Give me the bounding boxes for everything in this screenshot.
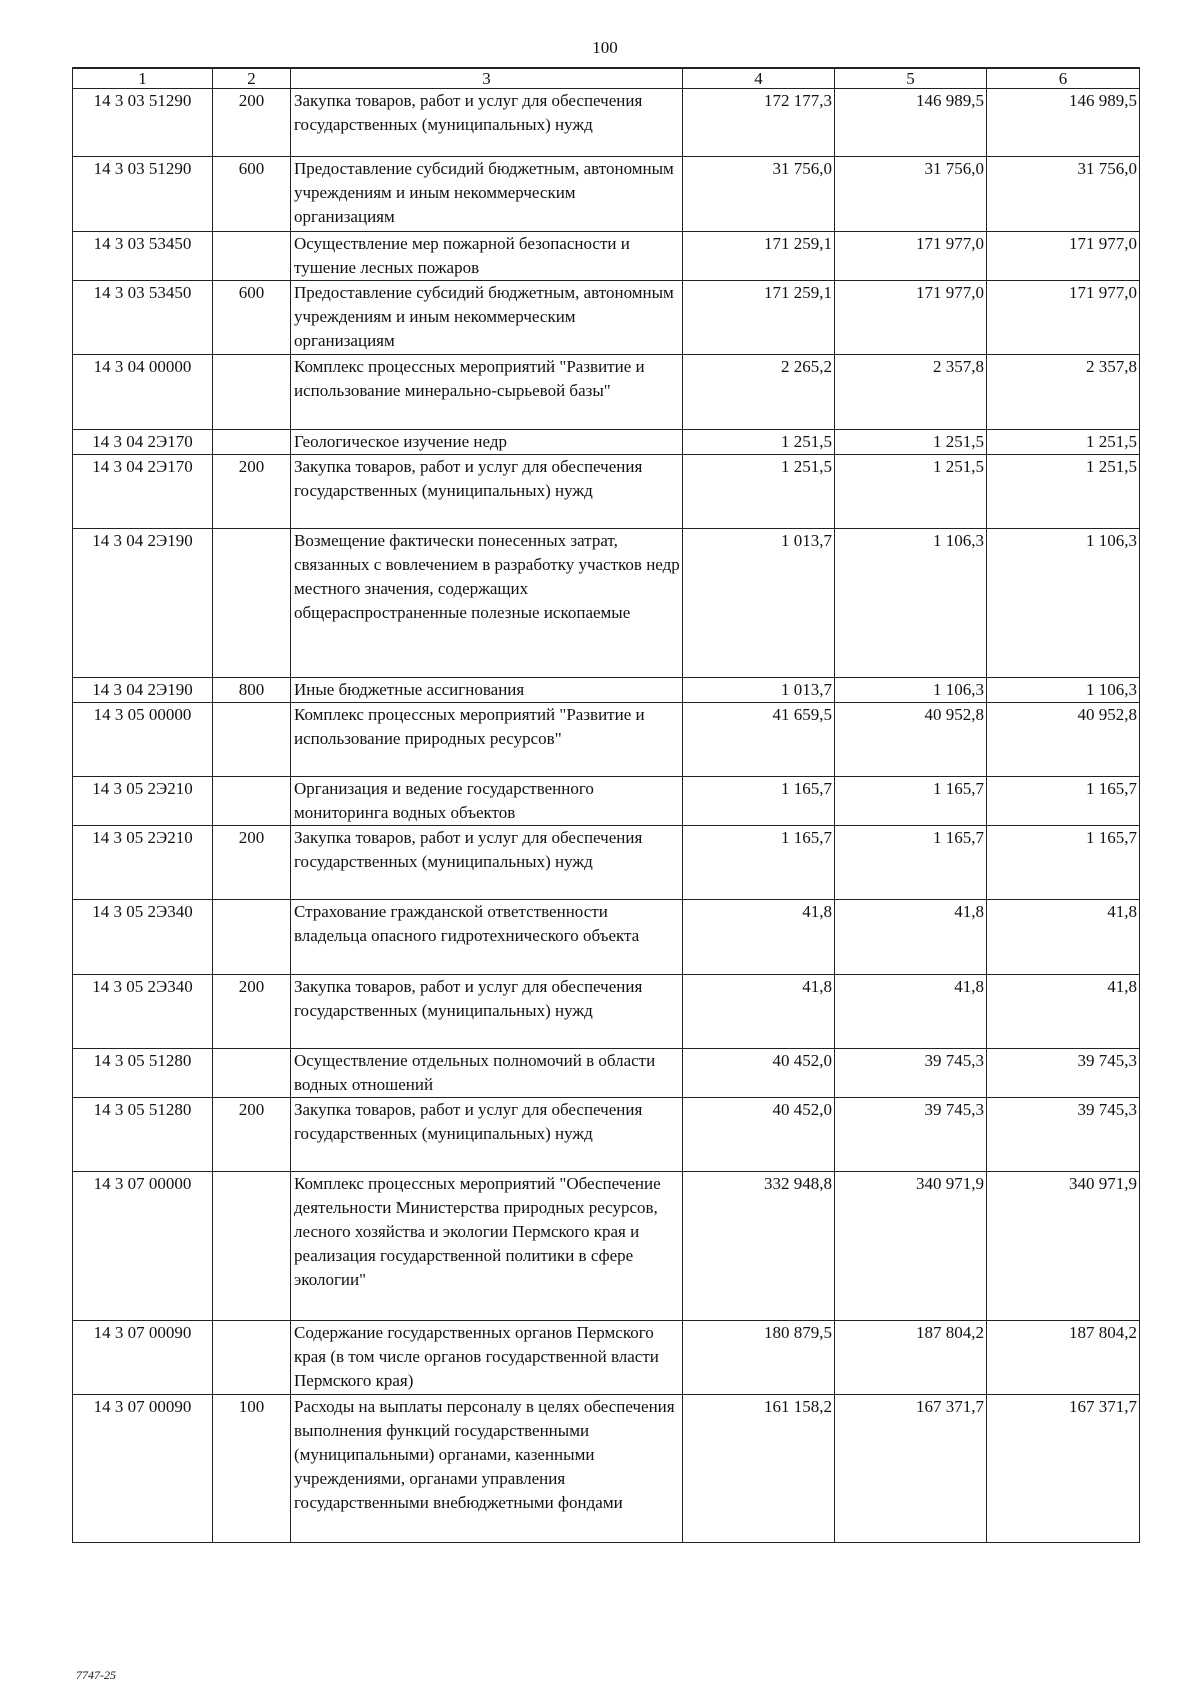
table-row (73, 975, 1140, 1049)
amount-cell: 40 452,0 (683, 1049, 835, 1098)
expense-type-cell: 100 (213, 1395, 291, 1543)
table-row (73, 89, 1140, 157)
amount-cell: 2 265,2 (683, 355, 835, 430)
expense-type-cell: 600 (213, 281, 291, 355)
name-cell: Иные бюджетные ассигнования (291, 678, 683, 703)
amount-cell: 171 259,1 (683, 232, 835, 281)
name-cell: Предоставление субсидий бюджетным, автономным учреждениям и иным некоммерческим организациям (291, 281, 683, 355)
name-cell: Осуществление мер пожарной безопасности и тушение лесных пожаров (291, 232, 683, 281)
table-row (73, 900, 1140, 975)
code-cell: 14 3 05 51280 (73, 1049, 213, 1098)
amount-cell: 180 879,5 (683, 1321, 835, 1395)
column-header: 2 (213, 68, 291, 89)
amount-cell: 1 106,3 (987, 529, 1140, 678)
table-row (73, 281, 1140, 355)
amount-cell: 41,8 (683, 900, 835, 975)
amount-cell: 1 013,7 (683, 529, 835, 678)
expense-type-cell: 200 (213, 1098, 291, 1172)
amount-cell: 171 977,0 (835, 232, 987, 281)
name-cell: Комплекс процессных мероприятий "Обеспечение деятельности Министерства природных ресурсов, лесного хозяйства и экологии Пермского края и реализация государственной политики в сфере экологии" (291, 1172, 683, 1321)
amount-cell: 41,8 (987, 900, 1140, 975)
name-cell: Организация и ведение государственного мониторинга водных объектов (291, 777, 683, 826)
amount-cell: 332 948,8 (683, 1172, 835, 1321)
code-cell: 14 3 07 00000 (73, 1172, 213, 1321)
table-row (73, 157, 1140, 232)
amount-cell: 39 745,3 (987, 1049, 1140, 1098)
amount-cell: 1 165,7 (987, 826, 1140, 900)
code-cell: 14 3 05 2Э340 (73, 975, 213, 1049)
expense-type-cell: 200 (213, 975, 291, 1049)
expense-type-cell (213, 1172, 291, 1321)
amount-cell: 1 251,5 (683, 455, 835, 529)
amount-cell: 187 804,2 (835, 1321, 987, 1395)
name-cell: Предоставление субсидий бюджетным, автономным учреждениям и иным некоммерческим организациям (291, 157, 683, 232)
code-cell: 14 3 04 2Э190 (73, 678, 213, 703)
amount-cell: 31 756,0 (835, 157, 987, 232)
amount-cell: 39 745,3 (835, 1049, 987, 1098)
amount-cell: 161 158,2 (683, 1395, 835, 1543)
amount-cell: 171 259,1 (683, 281, 835, 355)
expense-type-cell: 200 (213, 455, 291, 529)
amount-cell: 1 251,5 (987, 455, 1140, 529)
header-row (73, 68, 1140, 89)
expense-type-cell (213, 1321, 291, 1395)
amount-cell: 31 756,0 (987, 157, 1140, 232)
expense-type-cell (213, 430, 291, 455)
amount-cell: 1 251,5 (835, 455, 987, 529)
expense-type-cell: 200 (213, 89, 291, 157)
amount-cell: 41,8 (835, 900, 987, 975)
amount-cell: 1 165,7 (835, 826, 987, 900)
page-number: 100 (592, 38, 618, 57)
code-cell: 14 3 03 51290 (73, 157, 213, 232)
amount-cell: 1 251,5 (987, 430, 1140, 455)
amount-cell: 40 952,8 (835, 703, 987, 777)
table-row (73, 355, 1140, 430)
code-cell: 14 3 03 53450 (73, 232, 213, 281)
amount-cell: 171 977,0 (987, 281, 1140, 355)
table-row (73, 430, 1140, 455)
amount-cell: 1 251,5 (835, 430, 987, 455)
amount-cell: 40 452,0 (683, 1098, 835, 1172)
amount-cell: 39 745,3 (987, 1098, 1140, 1172)
name-cell: Страхование гражданской ответственности владельца опасного гидротехнического объекта (291, 900, 683, 975)
expense-type-cell: 800 (213, 678, 291, 703)
code-cell: 14 3 05 00000 (73, 703, 213, 777)
amount-cell: 1 165,7 (683, 777, 835, 826)
table-row (73, 678, 1140, 703)
name-cell: Закупка товаров, работ и услуг для обеспечения государственных (муниципальных) нужд (291, 455, 683, 529)
column-header: 1 (73, 68, 213, 89)
name-cell: Геологическое изучение недр (291, 430, 683, 455)
expense-type-cell: 600 (213, 157, 291, 232)
name-cell: Комплекс процессных мероприятий "Развитие и использование природных ресурсов" (291, 703, 683, 777)
name-cell: Содержание государственных органов Пермского края (в том числе органов государственной власти Пермского края) (291, 1321, 683, 1395)
table-row (73, 1049, 1140, 1098)
name-cell: Закупка товаров, работ и услуг для обеспечения государственных (муниципальных) нужд (291, 826, 683, 900)
name-cell: Возмещение фактически понесенных затрат, связанных с вовлечением в разработку участков недр местного значения, содержащих общераспространенные полезные ископаемые (291, 529, 683, 678)
code-cell: 14 3 07 00090 (73, 1321, 213, 1395)
budget-table (72, 67, 1140, 1543)
table-row (73, 529, 1140, 678)
code-cell: 14 3 05 2Э210 (73, 777, 213, 826)
amount-cell: 1 251,5 (683, 430, 835, 455)
amount-cell: 31 756,0 (683, 157, 835, 232)
amount-cell: 171 977,0 (835, 281, 987, 355)
amount-cell: 1 106,3 (835, 529, 987, 678)
amount-cell: 1 106,3 (987, 678, 1140, 703)
amount-cell: 40 952,8 (987, 703, 1140, 777)
table-row (73, 1321, 1140, 1395)
expense-type-cell (213, 900, 291, 975)
amount-cell: 340 971,9 (987, 1172, 1140, 1321)
document-code: 7747-25 (76, 1668, 116, 1682)
name-cell: Расходы на выплаты персоналу в целях обеспечения выполнения функций государственными (муниципальными) органами, казенными учреждениями, органами управления государственными внебюджетными фондами (291, 1395, 683, 1543)
code-cell: 14 3 05 2Э210 (73, 826, 213, 900)
expense-type-cell (213, 232, 291, 281)
name-cell: Закупка товаров, работ и услуг для обеспечения государственных (муниципальных) нужд (291, 89, 683, 157)
amount-cell: 41,8 (987, 975, 1140, 1049)
amount-cell: 39 745,3 (835, 1098, 987, 1172)
amount-cell: 41,8 (683, 975, 835, 1049)
table-row (73, 232, 1140, 281)
column-header: 3 (291, 68, 683, 89)
expense-type-cell (213, 355, 291, 430)
code-cell: 14 3 04 2Э190 (73, 529, 213, 678)
code-cell: 14 3 05 51280 (73, 1098, 213, 1172)
amount-cell: 41 659,5 (683, 703, 835, 777)
amount-cell: 2 357,8 (835, 355, 987, 430)
expense-type-cell (213, 1049, 291, 1098)
expense-type-cell (213, 703, 291, 777)
code-cell: 14 3 04 2Э170 (73, 430, 213, 455)
amount-cell: 2 357,8 (987, 355, 1140, 430)
table-row (73, 777, 1140, 826)
amount-cell: 1 013,7 (683, 678, 835, 703)
table-row (73, 1098, 1140, 1172)
amount-cell: 1 165,7 (683, 826, 835, 900)
amount-cell: 1 106,3 (835, 678, 987, 703)
code-cell: 14 3 03 53450 (73, 281, 213, 355)
expense-type-cell (213, 529, 291, 678)
table-row (73, 455, 1140, 529)
amount-cell: 146 989,5 (987, 89, 1140, 157)
name-cell: Закупка товаров, работ и услуг для обеспечения государственных (муниципальных) нужд (291, 1098, 683, 1172)
code-cell: 14 3 04 2Э170 (73, 455, 213, 529)
amount-cell: 167 371,7 (987, 1395, 1140, 1543)
amount-cell: 1 165,7 (987, 777, 1140, 826)
code-cell: 14 3 03 51290 (73, 89, 213, 157)
table-row (73, 703, 1140, 777)
expense-type-cell: 200 (213, 826, 291, 900)
column-header: 5 (835, 68, 987, 89)
amount-cell: 187 804,2 (987, 1321, 1140, 1395)
amount-cell: 172 177,3 (683, 89, 835, 157)
code-cell: 14 3 05 2Э340 (73, 900, 213, 975)
amount-cell: 41,8 (835, 975, 987, 1049)
column-header: 4 (683, 68, 835, 89)
amount-cell: 171 977,0 (987, 232, 1140, 281)
amount-cell: 167 371,7 (835, 1395, 987, 1543)
amount-cell: 340 971,9 (835, 1172, 987, 1321)
table-row (73, 1172, 1140, 1321)
name-cell: Осуществление отдельных полномочий в области водных отношений (291, 1049, 683, 1098)
table-row (73, 826, 1140, 900)
table-row (73, 1395, 1140, 1543)
column-header: 6 (987, 68, 1140, 89)
code-cell: 14 3 07 00090 (73, 1395, 213, 1543)
amount-cell: 1 165,7 (835, 777, 987, 826)
code-cell: 14 3 04 00000 (73, 355, 213, 430)
name-cell: Комплекс процессных мероприятий "Развитие и использование минерально-сырьевой базы" (291, 355, 683, 430)
name-cell: Закупка товаров, работ и услуг для обеспечения государственных (муниципальных) нужд (291, 975, 683, 1049)
expense-type-cell (213, 777, 291, 826)
amount-cell: 146 989,5 (835, 89, 987, 157)
